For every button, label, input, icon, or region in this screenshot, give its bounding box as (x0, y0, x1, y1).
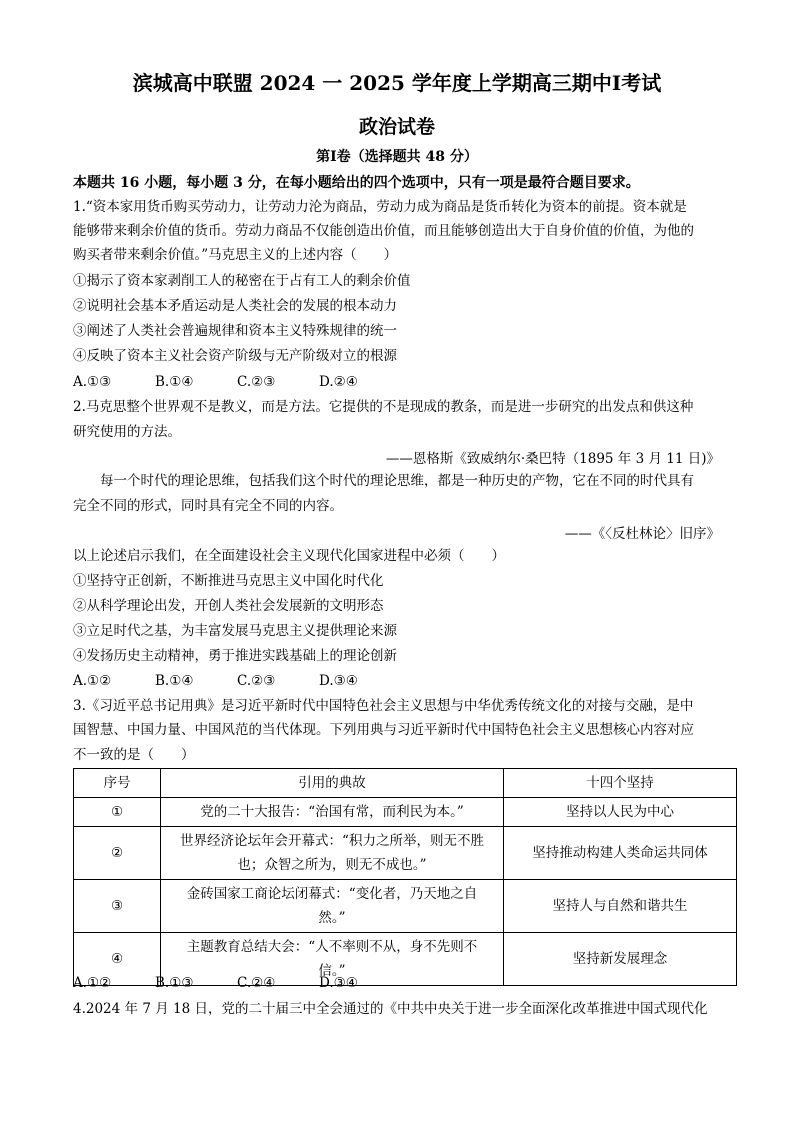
q2-paragraph: 每一个时代的理论思维，包括我们这个时代的理论思维，都是一种历史的产物，它在不同的时代具有 (73, 473, 694, 489)
q2-statement: ②从科学理论出发，开创人类社会发展新的文明形态 (73, 598, 384, 614)
row-principle: 坚持人与自然和谐共生 (504, 880, 737, 933)
quote-line: 然。” (318, 910, 346, 926)
row-principle: 坚持新发展理念 (504, 933, 737, 986)
row-principle: 坚持推动构建人类命运共同体 (504, 827, 737, 880)
q3-line: 不一致的是（ ） (73, 747, 195, 763)
table-row (74, 798, 737, 827)
subject-title: 政治试卷 (358, 116, 435, 138)
table-row (74, 880, 737, 933)
q4-line: 4.2024 年 7 月 18 日，党的二十届三中全会通过的《中共中央关于进一步全面深化改革推进中国式现代化 (73, 1001, 708, 1017)
option-c: C.②③ (237, 374, 276, 390)
table-row (74, 827, 737, 880)
quote-line: 世界经济论坛年会开幕式：“积力之所举，则无不胜 (180, 833, 484, 849)
q2-question: 以上论述启示我们，在全面建设社会主义现代化国家进程中必须（ ） (73, 548, 505, 564)
part-heading: 第Ⅰ卷（选择题共 48 分） (316, 149, 478, 165)
q1-options (73, 373, 401, 391)
q1-statement: ③阐述了人类社会普遍规律和资本主义特殊规律的统一 (73, 323, 397, 339)
q1-line: 能够带来剩余价值的货币。劳动力商品不仅能创造出价值，而且能够创造出大于自身价值的价值，为他的 (73, 223, 694, 239)
row-no: ① (74, 798, 161, 827)
option-d: D.③④ (319, 975, 358, 991)
row-no: ④ (74, 933, 161, 986)
q2-source: ——恩格斯《致威纳尔·桑巴特（1895 年 3 月 11 日)》 (385, 451, 720, 467)
q2-statement: ④发扬历史主动精神，勇于推进实践基础上的理论创新 (73, 648, 397, 664)
table-header-row (74, 769, 737, 798)
option-b: B.①③ (155, 975, 194, 991)
q2-line: 2.马克思整个世界观不是教义，而是方法。它提供的不是现成的教条，而是进一步研究的出发点和供这种 (73, 399, 694, 415)
q3-options (73, 974, 401, 992)
q3-line: 3.《习近平总书记用典》是习近平新时代中国特色社会主义思想与中华优秀传统文化的对接与交融，是中 (73, 698, 694, 714)
quote-line: 金砖国家工商论坛闭幕式：“变化者，乃天地之自 (186, 886, 478, 902)
q1-statement: ④反映了资本主义社会资产阶级与无产阶级对立的根源 (73, 348, 397, 364)
header-no: 序号 (74, 769, 161, 798)
row-quote (161, 827, 504, 880)
q1-line: 1.“资本家用货币购买劳动力，让劳动力沦为商品，劳动力成为商品是货币转化为资本的前提。资本就是 (73, 199, 687, 215)
q2-source: ——《〈反杜林论〉旧序》 (564, 526, 720, 542)
row-principle: 坚持以人民为中心 (504, 798, 737, 827)
q2-line: 研究使用的方法。 (73, 424, 181, 440)
q1-line: 购买者带来剩余价值。”马克思主义的上述内容（ ） (73, 247, 398, 263)
q3-table (73, 768, 737, 986)
q2-statement: ①坚持守正创新，不断推进马克思主义中国化时代化 (73, 573, 384, 589)
option-c: C.②④ (237, 975, 276, 991)
q1-statement: ②说明社会基本矛盾运动是人类社会的发展的根本动力 (73, 298, 397, 314)
row-no: ② (74, 827, 161, 880)
row-quote (161, 880, 504, 933)
exam-title: 滨城高中联盟 2024 一 2025 学年度上学期高三期中Ⅰ考试 (132, 71, 662, 95)
header-quote: 引用的典故 (161, 769, 504, 798)
option-b: B.①④ (155, 374, 194, 390)
option-b: B.①④ (155, 673, 194, 689)
quote-line: 信。” (318, 963, 346, 979)
row-quote (161, 798, 504, 827)
q2-statement: ③立足时代之基，为丰富发展马克思主义提供理论来源 (73, 623, 397, 639)
row-no: ③ (74, 880, 161, 933)
quote-line: 主题教育总结大会：“人不率则不从，身不先则不 (186, 939, 478, 955)
instruction: 本题共 16 小题，每小题 3 分，在每小题给出的四个选项中，只有一项是最符合题目要求。 (73, 175, 640, 191)
q1-statement: ①揭示了资本家剥削工人的秘密在于占有工人的剩余价值 (73, 273, 411, 289)
option-d: D.②④ (319, 374, 358, 390)
option-c: C.②③ (237, 673, 276, 689)
option-a: A.①② (73, 673, 112, 689)
option-d: D.③④ (319, 673, 358, 689)
option-a: A.①③ (73, 374, 112, 390)
q2-paragraph: 完全不同的形式，同时具有完全不同的内容。 (73, 498, 343, 514)
option-a: A.①② (73, 975, 112, 991)
q2-options (73, 672, 401, 690)
header-principle: 十四个坚持 (504, 769, 737, 798)
quote-line: 党的二十大报告：“治国有常，而利民为本。” (200, 804, 464, 820)
quote-line: 也；众智之所为，则无不成也。” (237, 857, 427, 873)
q3-line: 国智慧、中国力量、中国风范的当代体现。下列用典与习近平新时代中国特色社会主义思想核心内容对应 (73, 722, 694, 738)
